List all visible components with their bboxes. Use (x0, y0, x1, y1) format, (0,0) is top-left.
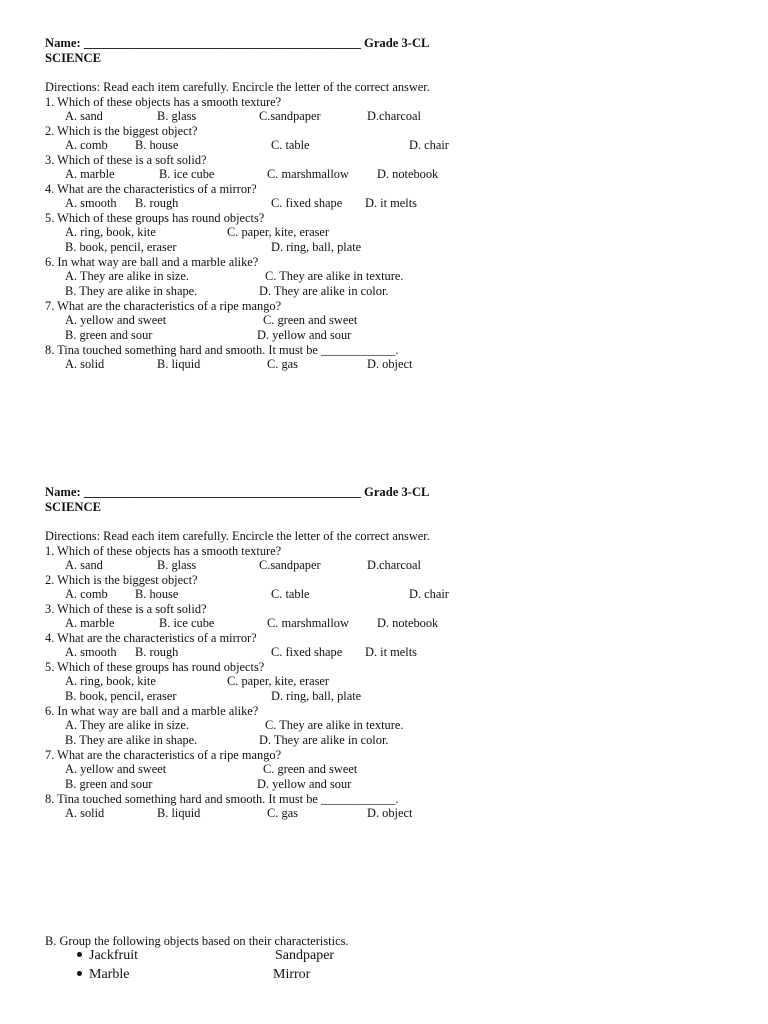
option: C. gas (267, 806, 298, 820)
option: A. marble (65, 616, 115, 630)
option: C. table (271, 138, 310, 152)
question-4: 4. What are the characteristics of a mirror? (45, 182, 257, 196)
option: D. ring, ball, plate (271, 689, 362, 703)
option: C. green and sweet (263, 762, 358, 776)
bullet-icon (77, 952, 82, 957)
option: C. marshmallow (267, 167, 349, 181)
option: A. They are alike in size. (65, 718, 189, 732)
option: D. They are alike in color. (259, 733, 389, 747)
subject-title: SCIENCE (45, 51, 101, 65)
option: A. sand (65, 558, 103, 572)
option: D. notebook (377, 167, 439, 181)
option: B. book, pencil, eraser (65, 240, 177, 254)
option: C. paper, kite, eraser (227, 225, 330, 239)
option: A. They are alike in size. (65, 269, 189, 283)
question-2: 2. Which is the biggest object? (45, 124, 198, 138)
question-7: 7. What are the characteristics of a ripe mango? (45, 748, 282, 762)
option: D. notebook (377, 616, 439, 630)
option: B. house (135, 587, 179, 601)
option: B. ice cube (159, 167, 215, 181)
option: C. fixed shape (271, 645, 343, 659)
option: C. table (271, 587, 310, 601)
option: A. sand (65, 109, 103, 123)
option: B. ice cube (159, 616, 215, 630)
option: D. They are alike in color. (259, 284, 389, 298)
option: C. marshmallow (267, 616, 349, 630)
directions: Directions: Read each item carefully. Encircle the letter of the correct answer. (45, 80, 430, 94)
question-3: 3. Which of these is a soft solid? (45, 153, 207, 167)
question-8: 8. Tina touched something hard and smooth. It must be ____________. (45, 343, 399, 357)
option: A. comb (65, 587, 108, 601)
question-2: 2. Which is the biggest object? (45, 573, 198, 587)
part-b-instruction: B. Group the following objects based on their characteristics. (45, 934, 349, 948)
option: A. ring, book, kite (65, 674, 156, 688)
option: B. They are alike in shape. (65, 733, 198, 747)
option: C. green and sweet (263, 313, 358, 327)
option: B. liquid (157, 806, 201, 820)
option: B. glass (157, 558, 197, 572)
option: B. house (135, 138, 179, 152)
name-line: Name: ____________________________________________ Grade 3-CL (45, 36, 430, 50)
option: B. glass (157, 109, 197, 123)
option: A. marble (65, 167, 115, 181)
option: B. rough (135, 196, 179, 210)
name-line: Name: ____________________________________________ Grade 3-CL (45, 485, 430, 499)
option: B. They are alike in shape. (65, 284, 198, 298)
bullet-icon (77, 971, 82, 976)
option: D. yellow and sour (257, 777, 352, 791)
option: D. chair (409, 138, 449, 152)
option: A. smooth (65, 645, 117, 659)
option: D. object (367, 357, 413, 371)
option: A. yellow and sweet (65, 762, 167, 776)
option: C.sandpaper (259, 558, 321, 572)
question-1: 1. Which of these objects has a smooth texture? (45, 544, 282, 558)
option: D.charcoal (367, 558, 422, 572)
option: D. ring, ball, plate (271, 240, 362, 254)
list-item: Marble (77, 967, 129, 983)
option: A. comb (65, 138, 108, 152)
list-item: Mirror (273, 967, 311, 982)
option: B. green and sour (65, 777, 153, 791)
option: D. yellow and sour (257, 328, 352, 342)
grade-label: Grade 3-CL (364, 36, 430, 50)
option: B. rough (135, 645, 179, 659)
option: A. solid (65, 806, 105, 820)
question-7: 7. What are the characteristics of a ripe mango? (45, 299, 282, 313)
question-1: 1. Which of these objects has a smooth texture? (45, 95, 282, 109)
question-5: 5. Which of these groups has round objects? (45, 211, 265, 225)
option: B. liquid (157, 357, 201, 371)
option: C. paper, kite, eraser (227, 674, 330, 688)
grade-label: Grade 3-CL (364, 485, 430, 499)
option: C.sandpaper (259, 109, 321, 123)
option: A. smooth (65, 196, 117, 210)
option: C. They are alike in texture. (265, 269, 404, 283)
option: D. it melts (365, 196, 417, 210)
list-item: Jackfruit (77, 948, 138, 964)
option: D. it melts (365, 645, 417, 659)
question-8: 8. Tina touched something hard and smooth. It must be ____________. (45, 792, 399, 806)
option: D.charcoal (367, 109, 422, 123)
option: A. ring, book, kite (65, 225, 156, 239)
option: C. They are alike in texture. (265, 718, 404, 732)
option: B. green and sour (65, 328, 153, 342)
option: C. fixed shape (271, 196, 343, 210)
directions: Directions: Read each item carefully. Encircle the letter of the correct answer. (45, 529, 430, 543)
question-5: 5. Which of these groups has round objects? (45, 660, 265, 674)
option: A. yellow and sweet (65, 313, 167, 327)
question-6: 6. In what way are ball and a marble alike? (45, 704, 259, 718)
question-3: 3. Which of these is a soft solid? (45, 602, 207, 616)
option: D. object (367, 806, 413, 820)
option: C. gas (267, 357, 298, 371)
subject-title: SCIENCE (45, 500, 101, 514)
option: D. chair (409, 587, 449, 601)
question-4: 4. What are the characteristics of a mirror? (45, 631, 257, 645)
option: B. book, pencil, eraser (65, 689, 177, 703)
list-item: Sandpaper (275, 948, 335, 963)
question-6: 6. In what way are ball and a marble alike? (45, 255, 259, 269)
option: A. solid (65, 357, 105, 371)
